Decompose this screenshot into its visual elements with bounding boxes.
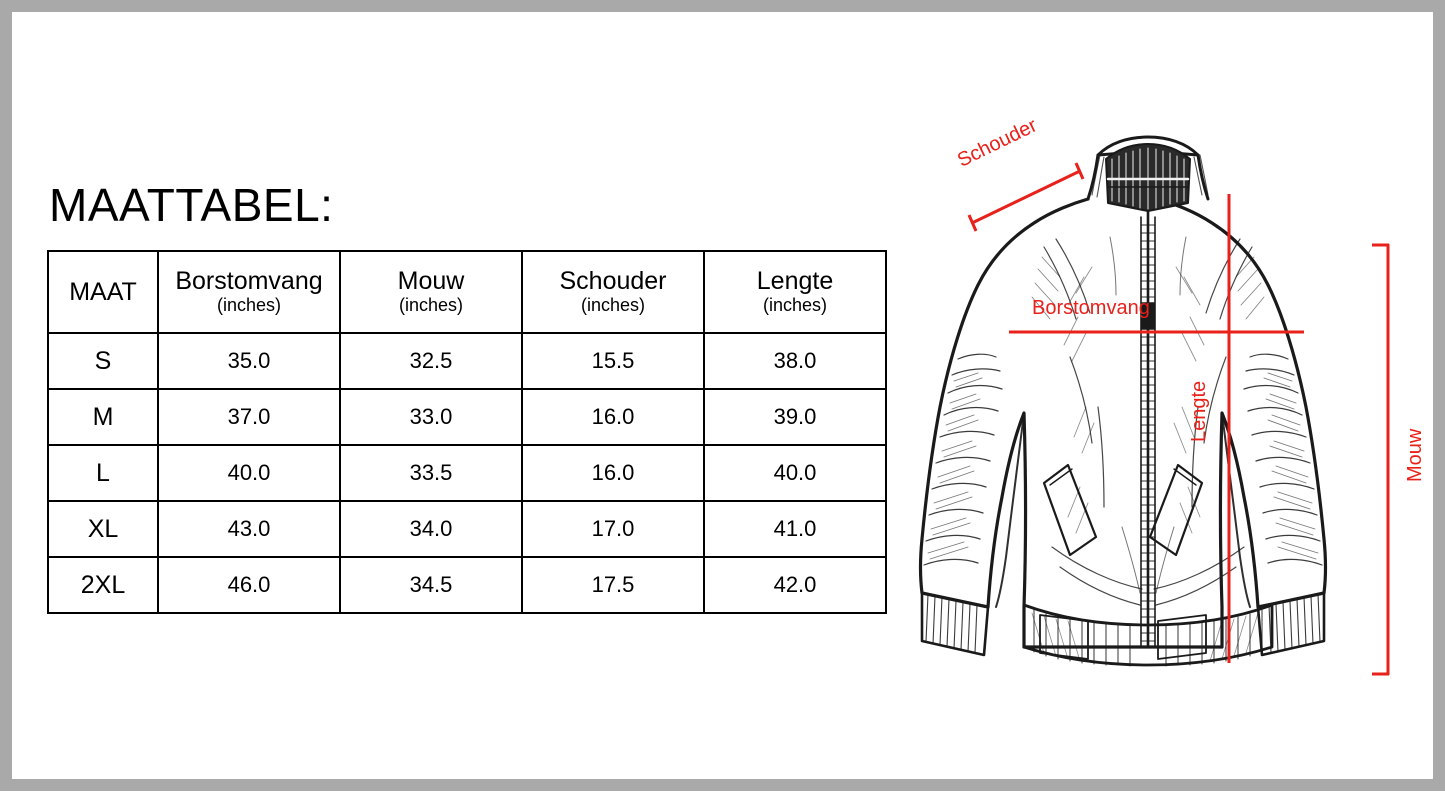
table-row	[48, 389, 886, 445]
cell-lengte: 41.0	[704, 501, 886, 557]
table-row	[48, 557, 886, 613]
page-title: MAATTABEL:	[49, 179, 334, 231]
column-header-unit: (inches)	[762, 294, 828, 315]
cell-borstomvang: 37.0	[158, 389, 340, 445]
column-header-lengte	[704, 251, 886, 333]
table-row	[48, 445, 886, 501]
bomber-jacket-icon	[892, 107, 1437, 707]
cell-borstomvang: 46.0	[158, 557, 340, 613]
column-header-label: Mouw	[397, 266, 465, 295]
column-header-unit: (inches)	[580, 294, 646, 315]
cell-mouw: 34.5	[340, 557, 522, 613]
column-header-mouw	[340, 251, 522, 333]
cell-schouder: 17.0	[522, 501, 704, 557]
column-header-unit: (inches)	[216, 294, 282, 315]
cell-borstomvang: 40.0	[158, 445, 340, 501]
size-table	[47, 250, 887, 614]
annotation-label-borstomvang: Borstomvang	[1032, 297, 1150, 319]
column-header-schouder	[522, 251, 704, 333]
column-header-label: MAAT	[69, 277, 137, 306]
cell-size: M	[48, 389, 158, 445]
column-header-label: Schouder	[559, 266, 667, 295]
cell-size: L	[48, 445, 158, 501]
cell-schouder: 16.0	[522, 389, 704, 445]
cell-lengte: 38.0	[704, 333, 886, 389]
cell-size: XL	[48, 501, 158, 557]
cell-lengte: 39.0	[704, 389, 886, 445]
cell-borstomvang: 43.0	[158, 501, 340, 557]
cell-lengte: 40.0	[704, 445, 886, 501]
cell-mouw: 33.0	[340, 389, 522, 445]
column-header-borstomvang	[158, 251, 340, 333]
column-header-unit: (inches)	[398, 294, 464, 315]
annotation-label-lengte: Lengte	[1188, 380, 1210, 442]
column-header-label: Borstomvang	[175, 266, 323, 295]
cell-mouw: 34.0	[340, 501, 522, 557]
cell-schouder: 16.0	[522, 445, 704, 501]
column-header-label: Lengte	[756, 266, 834, 295]
table-row	[48, 333, 886, 389]
annotation-label-schouder: Schouder	[954, 114, 1041, 172]
column-header-maat	[48, 251, 158, 333]
table-row	[48, 501, 886, 557]
cell-lengte: 42.0	[704, 557, 886, 613]
annotation-label-mouw: Mouw	[1404, 428, 1426, 482]
cell-borstomvang: 35.0	[158, 333, 340, 389]
cell-size: 2XL	[48, 557, 158, 613]
cell-schouder: 15.5	[522, 333, 704, 389]
chart-canvas	[12, 12, 1433, 779]
jacket-illustration	[892, 107, 1437, 707]
table-header-row	[48, 251, 886, 333]
cell-mouw: 32.5	[340, 333, 522, 389]
cell-schouder: 17.5	[522, 557, 704, 613]
cell-size: S	[48, 333, 158, 389]
cell-mouw: 33.5	[340, 445, 522, 501]
